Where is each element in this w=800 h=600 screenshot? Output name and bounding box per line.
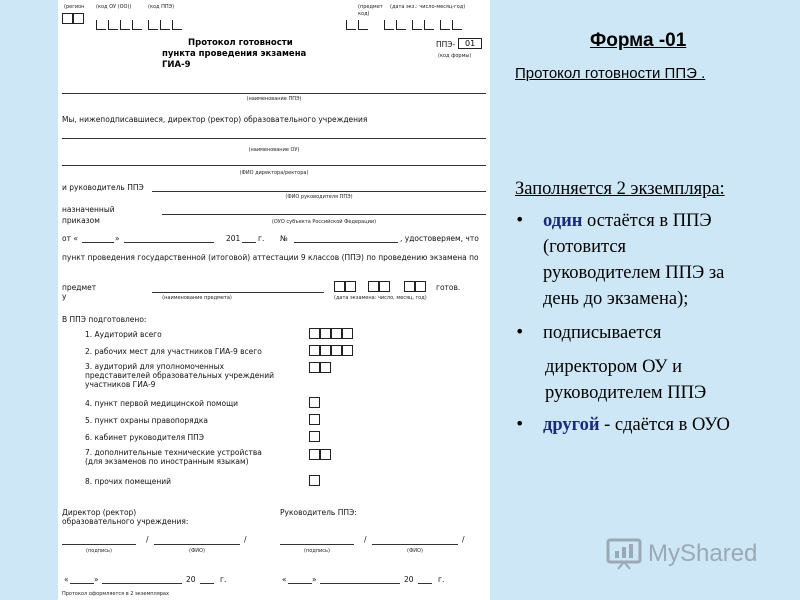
myshared-watermark: [606, 538, 757, 570]
subject-code-label: код): [358, 11, 370, 17]
date-year-2: 20: [404, 575, 414, 584]
school-code-box[interactable]: [108, 20, 118, 30]
presentation-board-icon: [606, 538, 642, 570]
date-open: «: [64, 575, 69, 584]
exam-date-box[interactable]: [412, 20, 422, 30]
date-year: 20: [186, 575, 196, 584]
form-footer: Протокол оформляется в 2 экземплярах: [62, 591, 169, 597]
ppe-state-text: пункт проведения государственной (итоговой) аттестации 9 классов (ППЭ) по проведению экзамена по: [62, 253, 479, 262]
count-box[interactable]: [320, 328, 331, 339]
bullet-one-line2: (готовится: [543, 237, 627, 257]
bullet-icon: •: [515, 210, 525, 229]
form-heading-line2: пункта проведения экзамена: [162, 49, 307, 59]
item-7: 7. дополнительные технические устройства (для экзаменов по иностранным языкам): [85, 448, 262, 466]
item-6: 6. кабинет руководителя ППЭ: [85, 433, 205, 442]
director-fio-caption: (ФИО директора/ректора): [239, 170, 309, 176]
head-sign-label: Руководитель ППЭ:: [280, 508, 357, 517]
count-box[interactable]: [320, 449, 331, 460]
director-signature-line[interactable]: [62, 544, 136, 545]
exam-date-box[interactable]: [384, 20, 394, 30]
count-box[interactable]: [309, 397, 320, 408]
subject-po: у: [62, 292, 67, 301]
slide-subtitle: Протокол готовности ППЭ .: [515, 65, 706, 82]
date-g-2: г.: [438, 575, 445, 584]
head-signature-caption: (подпись): [304, 548, 330, 554]
director-sign-line2: образовательного учреждения:: [62, 517, 189, 526]
item-5: 5. пункт охраны правопорядка: [85, 416, 209, 425]
exam-year-box[interactable]: [415, 281, 426, 292]
region-box[interactable]: [62, 13, 73, 24]
ppe-form-number: 01: [458, 38, 482, 49]
ready-text: готов.: [436, 283, 461, 292]
form-heading-line3: ГИА-9: [162, 60, 191, 70]
exam-date-box[interactable]: [424, 20, 434, 30]
exam-date-box[interactable]: [440, 20, 450, 30]
count-box[interactable]: [309, 362, 320, 373]
year-prefix: 201: [226, 234, 241, 243]
ou-name-caption: (наименование ОУ): [248, 147, 300, 153]
head-fio-line[interactable]: [372, 544, 458, 545]
ppe-code-box[interactable]: [148, 20, 158, 30]
director-sign-line1: Директор (ректор): [62, 508, 137, 517]
form-heading-line1: Протокол готовности: [188, 38, 293, 48]
watermark-text: MyShared: [648, 540, 758, 567]
director-fio-caption: (ФИО): [189, 548, 205, 554]
form-scan: (регион (код ОУ (ОО)) (код ППЭ) (предмет код) (дата экз.: число-месяц-год) Протокол готовности пункта проведения экзамена ГИА-9 ППЭ- 01 (код формы) (наименование ППЭ) Мы, нижеподписавшиеся, директор (ректор) образовательного учреждения (наименование ОУ) (ФИО директора/ректора) и руководитель ППЭ (ФИО руководителя ППЭ) назначенный приказом (ОУО субъекта Российской Федерации) от « » 201 г. № , удостоверяем, что пункт проведения государственной (итоговой) аттестации 9 классов (ППЭ) по проведению экзамена по предмет у (наименование предмета) готов. (дата экзамена: число, месяц, год) В ППЭ подготовлено: 1. Аудиторий всего 2. рабочих мест для участников ГИА-9 всего 3. аудиторий для уполномоченных представителей образовательных учреждений участников ГИА-9 4. пункт первой медицинской помощи 5. пункт охраны правопорядка 6. кабинет руководителя ППЭ 7. дополнительные технические устройства (для экзаменов по иностранным языкам) 8. прочих помещений Директор (ректор) образовательного учреждения: Руководитель ППЭ: / / (подпись) (ФИО) / / (подпись) (ФИО) « » 20 г. « » 20 г. Протокол оформляется в 2 экземплярах: [58, 0, 490, 600]
item-2: 2. рабочих мест для участников ГИА-9 всего: [85, 347, 262, 356]
ppe-code-label: (код ППЭ): [148, 4, 175, 10]
date-close-2: »: [312, 575, 317, 584]
ppe-code-box[interactable]: [172, 20, 182, 30]
appointed-text: назначенный: [62, 205, 115, 214]
school-code-label: (код ОУ (ОО)): [96, 4, 132, 10]
form-code-label: (код формы): [438, 53, 472, 59]
bullet-two-line1: директором ОУ и: [545, 357, 683, 377]
count-box[interactable]: [309, 449, 320, 460]
bullet-icon: •: [515, 414, 525, 433]
count-box[interactable]: [331, 328, 342, 339]
subject-word: предмет: [62, 283, 97, 292]
and-head-text: и руководитель ППЭ: [62, 183, 144, 192]
bullet-two: подписывается: [543, 323, 662, 343]
region-label: (регион: [64, 4, 85, 10]
bullet-one-line4: день до экзамена);: [543, 289, 689, 309]
exam-day-box[interactable]: [334, 281, 345, 292]
head-fio-caption: (ФИО руководителя ППЭ): [285, 194, 353, 200]
count-box[interactable]: [342, 328, 353, 339]
region-box[interactable]: [73, 13, 84, 24]
ppe-form-label: ППЭ-: [436, 40, 456, 49]
school-code-box[interactable]: [120, 20, 130, 30]
director-signature-caption: (подпись): [86, 548, 112, 554]
bullet-one-bold: один: [543, 211, 583, 231]
item-1: 1. Аудиторий всего: [85, 330, 162, 339]
ppe-name-caption: (наименование ППЭ): [246, 96, 302, 102]
school-code-box[interactable]: [96, 20, 106, 30]
bullet-two-line2: руководителем ППЭ: [545, 383, 707, 403]
exam-date-caption: (дата экзамена: число, месяц, год): [334, 295, 427, 301]
director-fio-line[interactable]: [154, 544, 240, 545]
prepared-text: В ППЭ подготовлено:: [62, 315, 147, 324]
year-suffix: г.: [258, 234, 265, 243]
order-by-caption: (ОУО субъекта Российской Федерации): [271, 219, 377, 225]
head-fio-caption-sign: (ФИО): [407, 548, 423, 554]
exam-date-box[interactable]: [452, 20, 462, 30]
count-box[interactable]: [309, 431, 320, 442]
exam-month-box[interactable]: [368, 281, 379, 292]
fill-heading: Заполняется 2 экземпляра:: [515, 179, 725, 199]
from-open: от «: [62, 234, 78, 243]
count-box[interactable]: [309, 475, 320, 486]
subject-code-box[interactable]: [346, 20, 356, 30]
count-box[interactable]: [331, 345, 342, 356]
number-sign: №: [280, 234, 288, 243]
date-g: г.: [220, 575, 227, 584]
bullet-one: [543, 208, 724, 312]
we-signed-text: Мы, нижеподписавшиеся, директор (ректор) образовательного учреждения: [62, 115, 368, 124]
exam-date-box[interactable]: [396, 20, 406, 30]
count-box[interactable]: [342, 345, 353, 356]
head-signature-line[interactable]: [280, 544, 354, 545]
item-3: 3. аудиторий для уполномоченных представителей образовательных учреждений участников ГИА-9: [85, 362, 274, 389]
count-box[interactable]: [309, 345, 320, 356]
exam-month-box[interactable]: [379, 281, 390, 292]
slide-title: Форма -01: [590, 30, 687, 51]
bullet-one-line1: остаётся в ППЭ: [587, 211, 712, 231]
count-box[interactable]: [309, 328, 320, 339]
ppe-code-box[interactable]: [160, 20, 170, 30]
bullet-three-rest: - сдаётся в ОУО: [599, 415, 730, 435]
bullet-icon: •: [515, 322, 525, 341]
date-close: »: [94, 575, 99, 584]
subject-label: (предмет: [358, 4, 383, 10]
item-8: 8. прочих помещений: [85, 477, 172, 486]
exam-year-box[interactable]: [404, 281, 415, 292]
bullet-three: [543, 412, 730, 438]
from-close: »: [115, 234, 120, 243]
order-text: приказом: [62, 216, 100, 225]
count-box[interactable]: [320, 362, 331, 373]
count-box[interactable]: [320, 345, 331, 356]
item-4: 4. пункт первой медицинской помощи: [85, 399, 239, 408]
subject-name-caption: (наименование предмета): [162, 295, 232, 301]
school-code-box[interactable]: [132, 20, 142, 30]
certify-text: , удостоверяем, что: [400, 234, 479, 243]
exam-date-label: (дата экз.: число-месяц-год): [390, 4, 466, 10]
exam-day-box[interactable]: [345, 281, 356, 292]
bullet-one-line3: руководителем ППЭ за: [543, 263, 725, 283]
date-open-2: «: [282, 575, 287, 584]
bullet-three-bold: другой: [543, 415, 600, 435]
count-box[interactable]: [309, 414, 320, 425]
subject-code-box[interactable]: [358, 20, 368, 30]
